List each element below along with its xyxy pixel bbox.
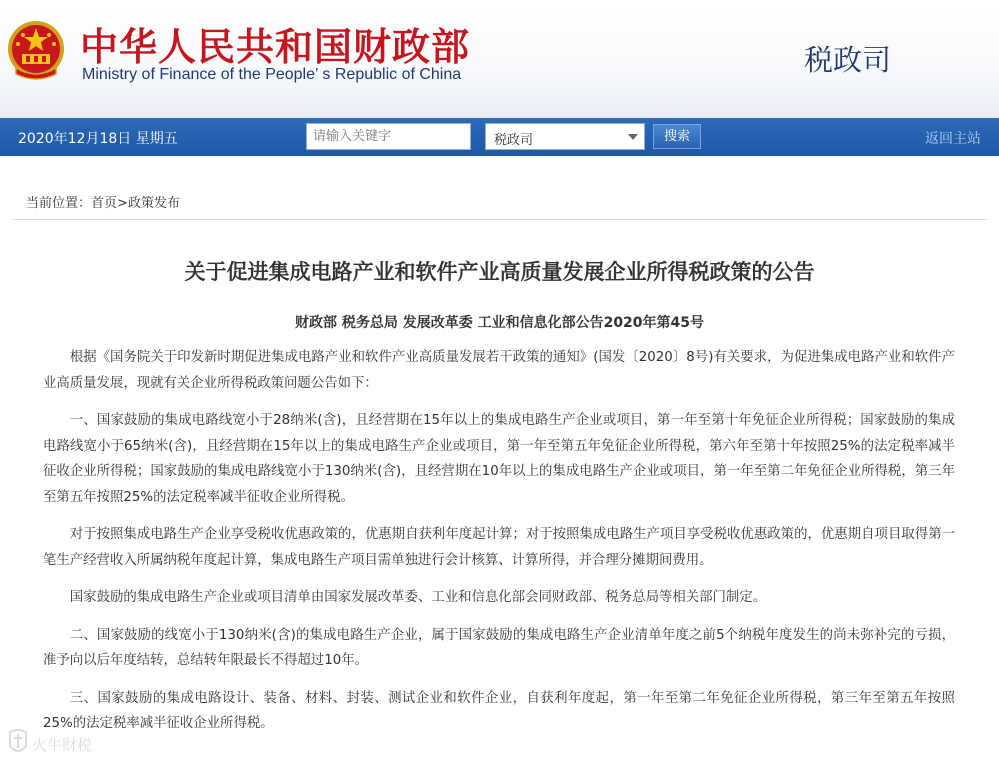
department-select[interactable] xyxy=(485,123,645,150)
watermark-text: 火牛财税 xyxy=(32,736,93,754)
search-input[interactable] xyxy=(306,123,471,150)
article-title: 关于促进集成电路产业和软件产业高质量发展企业所得税政策的公告 xyxy=(184,260,815,284)
article-paragraph: 对于按照集成电路生产企业享受税收优惠政策的，优惠期自获利年度起计算；对于按照集成电路生产项目享受税收优惠政策的，优惠期自项目取得第一笔生产经营收入所属纳税年度起计算，集成电路生产项目需单独进行会计核算、计算所得，并合理分摊期间费用。 xyxy=(43,527,955,568)
search-button[interactable]: 搜索 xyxy=(653,124,701,149)
article-issuer-line: 财政部 税务总局 发展改革委 工业和信息化部公告2020年第45号 xyxy=(294,315,705,331)
return-home-link[interactable]: 返回主站 xyxy=(925,131,981,147)
breadcrumb-home-link[interactable]: 首页 xyxy=(91,196,118,211)
breadcrumb-prefix: 当前位置： xyxy=(26,196,92,211)
breadcrumb-divider xyxy=(12,219,987,220)
watermark-logo-icon xyxy=(6,728,30,756)
chevron-down-icon xyxy=(628,134,638,140)
national-emblem-icon xyxy=(6,18,66,84)
department-select-value: 税政司 xyxy=(494,133,534,148)
article-body xyxy=(43,345,955,749)
article-paragraph: 一、国家鼓励的集成电路线宽小于28纳米(含)，且经营期在15年以上的集成电路生产企业或项目，第一年至第十年免征企业所得税；国家鼓励的集成电路线宽小于65纳米(含)，且经营期在15年以上的集成电路生产企业或项目，第一年至第五年免征企业所得税，第六年至第十年按照25%的法定税率减半征收企业所得税；国家鼓励的集成电路线宽小于130纳米(含)，且经营期在10年以上的集成电路生产企业或项目，第一年至第二年免征企业所得税，第三年至第五年按照25%的法定税率减半征收企业所得税。 xyxy=(43,413,955,505)
article-paragraph: 国家鼓励的集成电路生产企业或项目清单由国家发展改革委、工业和信息化部会同财政部、税务总局等相关部门制定。 xyxy=(69,590,767,605)
watermark xyxy=(6,728,136,760)
nav-bar xyxy=(0,118,999,156)
article-paragraph: 二、国家鼓励的线宽小于130纳米(含)的集成电路生产企业，属于国家鼓励的集成电路生产企业清单年度之前5个纳税年度发生的尚未弥补完的亏损，准予向以后年度结转，总结转年限最长不得超过10年。 xyxy=(43,627,955,668)
site-title: 中华人民共和国财政部 xyxy=(80,25,471,69)
breadcrumb-separator: > xyxy=(117,196,128,211)
site-subtitle: Ministry of Finance of the People’ s Republic of China xyxy=(82,66,462,83)
article-paragraph: 三、国家鼓励的集成电路设计、装备、材料、封装、测试企业和软件企业，自获利年度起，第一年至第二年免征企业所得税，第三年至第五年按照25%的法定税率减半征收企业所得税。 xyxy=(43,690,955,731)
article-paragraph: 根据《国务院关于印发新时期促进集成电路产业和软件产业高质量发展若干政策的通知》(国发〔2020〕8号)有关要求，为促进集成电路产业和软件产业高质量发展，现就有关企业所得税政策问题公告如下： xyxy=(43,350,955,391)
current-date: 2020年12月18日 星期五 xyxy=(18,131,178,147)
department-name: 税政司 xyxy=(804,43,892,77)
site-header xyxy=(0,0,999,118)
breadcrumb-current-link[interactable]: 政策发布 xyxy=(127,196,180,211)
breadcrumb xyxy=(26,192,180,211)
